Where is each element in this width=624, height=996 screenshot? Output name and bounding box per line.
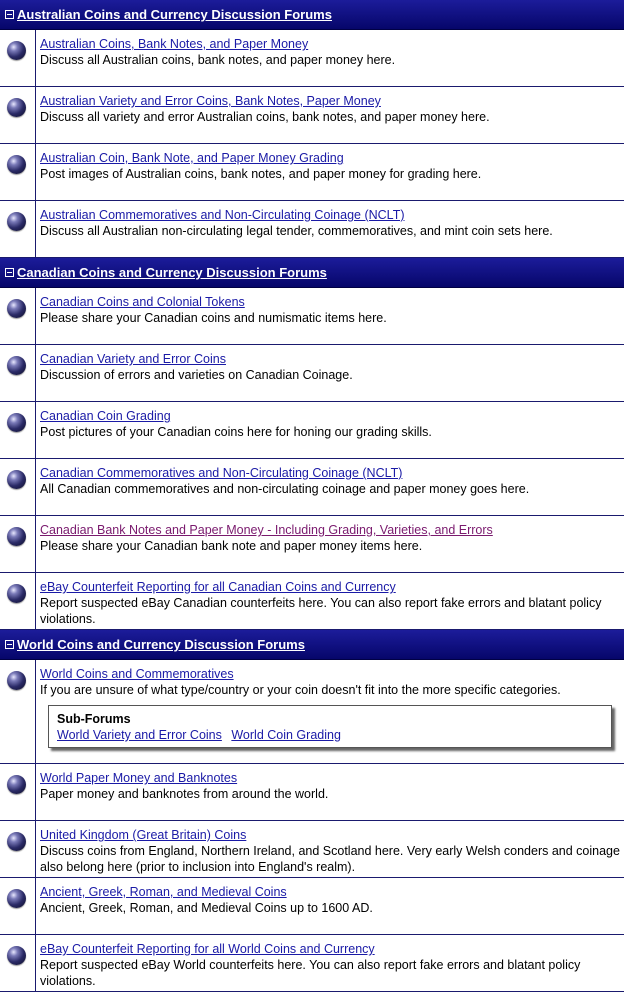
forum-row [0, 201, 624, 258]
forum-row [0, 144, 624, 201]
forum-status-icon [7, 671, 26, 690]
forum-description: Discuss coins from England, Northern Ireland, and Scotland here. Very early Welsh conders and coinage also belong here (prior to inclusion into England's realm). [40, 844, 620, 874]
subforum-link[interactable]: World Coin Grading [231, 728, 341, 742]
forum-row [0, 30, 624, 87]
forum-status-icon [7, 527, 26, 546]
forum-row [0, 660, 624, 764]
forum-row [0, 288, 624, 345]
forum-description: Please share your Canadian bank note and paper money items here. [40, 539, 423, 553]
category-header-australian [0, 0, 624, 30]
forum-status-icon [7, 889, 26, 908]
forum-status-icon [7, 98, 26, 117]
forum-row [0, 345, 624, 402]
category-header-canadian [0, 258, 624, 288]
forum-status-icon [7, 41, 26, 60]
forum-title-link[interactable]: Canadian Commemoratives and Non-Circulating Coinage (NCLT) [40, 466, 403, 480]
category-header-world [0, 630, 624, 660]
forum-title-link[interactable]: World Coins and Commemoratives [40, 667, 234, 681]
category-title-link[interactable]: Australian Coins and Currency Discussion Forums [17, 7, 332, 22]
forum-row [0, 573, 624, 630]
forum-description: Discussion of errors and varieties on Canadian Coinage. [40, 368, 353, 382]
subforum-link[interactable]: World Variety and Error Coins [57, 728, 222, 742]
forum-description: Paper money and banknotes from around the world. [40, 787, 329, 801]
subforums-title: Sub-Forums [57, 712, 131, 726]
collapse-icon[interactable] [5, 640, 14, 649]
forum-description: Ancient, Greek, Roman, and Medieval Coins up to 1600 AD. [40, 901, 373, 915]
forum-description: Please share your Canadian coins and numismatic items here. [40, 311, 387, 325]
forum-row [0, 878, 624, 935]
forum-description: If you are unsure of what type/country or your coin doesn't fit into the more specific categories. [40, 683, 561, 697]
forum-row [0, 935, 624, 992]
forum-row [0, 821, 624, 878]
forum-status-icon [7, 413, 26, 432]
forum-row [0, 402, 624, 459]
forum-row [0, 764, 624, 821]
forum-title-link[interactable]: World Paper Money and Banknotes [40, 771, 238, 785]
forum-status-icon [7, 832, 26, 851]
forum-title-link[interactable]: United Kingdom (Great Britain) Coins [40, 828, 247, 842]
forum-row [0, 87, 624, 144]
forum-status-icon [7, 212, 26, 231]
forum-row [0, 516, 624, 573]
forum-description: Post images of Australian coins, bank notes, and paper money for grading here. [40, 167, 482, 181]
forum-description: Discuss all Australian non-circulating legal tender, commemoratives, and mint coin sets here. [40, 224, 553, 238]
forum-description: All Canadian commemoratives and non-circulating coinage and paper money goes here. [40, 482, 530, 496]
forum-title-link[interactable]: eBay Counterfeit Reporting for all Canadian Coins and Currency [40, 580, 396, 594]
forum-title-link[interactable]: eBay Counterfeit Reporting for all World Coins and Currency [40, 942, 375, 956]
forum-status-icon [7, 946, 26, 965]
forum-title-link[interactable]: Australian Commemoratives and Non-Circulating Coinage (NCLT) [40, 208, 405, 222]
forum-title-link[interactable]: Canadian Variety and Error Coins [40, 352, 226, 366]
forum-title-link[interactable]: Canadian Bank Notes and Paper Money - Including Grading, Varieties, and Errors [40, 523, 493, 537]
forum-description: Report suspected eBay World counterfeits here. You can also report fake errors and blatant policy violations. [40, 958, 581, 988]
forum-title-link[interactable]: Ancient, Greek, Roman, and Medieval Coins [40, 885, 287, 899]
forum-title-link[interactable]: Australian Coin, Bank Note, and Paper Money Grading [40, 151, 344, 165]
subforums-box [48, 705, 612, 748]
forum-title-link[interactable]: Australian Variety and Error Coins, Bank Notes, Paper Money [40, 94, 381, 108]
forum-status-icon [7, 356, 26, 375]
category-title-link[interactable]: Canadian Coins and Currency Discussion Forums [17, 265, 327, 280]
forum-title-link[interactable]: Canadian Coin Grading [40, 409, 171, 423]
forum-title-link[interactable]: Australian Coins, Bank Notes, and Paper Money [40, 37, 309, 51]
forum-description: Discuss all variety and error Australian coins, bank notes, and paper money here. [40, 110, 490, 124]
forum-status-icon [7, 584, 26, 603]
forum-description: Post pictures of your Canadian coins here for honing our grading skills. [40, 425, 432, 439]
forum-status-icon [7, 775, 26, 794]
forum-row [0, 459, 624, 516]
category-title-link[interactable]: World Coins and Currency Discussion Forums [17, 637, 305, 652]
forum-title-link[interactable]: Canadian Coins and Colonial Tokens [40, 295, 245, 309]
forum-status-icon [7, 155, 26, 174]
forum-description: Report suspected eBay Canadian counterfeits here. You can also report fake errors and blatant policy violations. [40, 596, 602, 626]
forum-status-icon [7, 470, 26, 489]
collapse-icon[interactable] [5, 268, 14, 277]
collapse-icon[interactable] [5, 10, 14, 19]
forum-description: Discuss all Australian coins, bank notes, and paper money here. [40, 53, 396, 67]
forum-status-icon [7, 299, 26, 318]
